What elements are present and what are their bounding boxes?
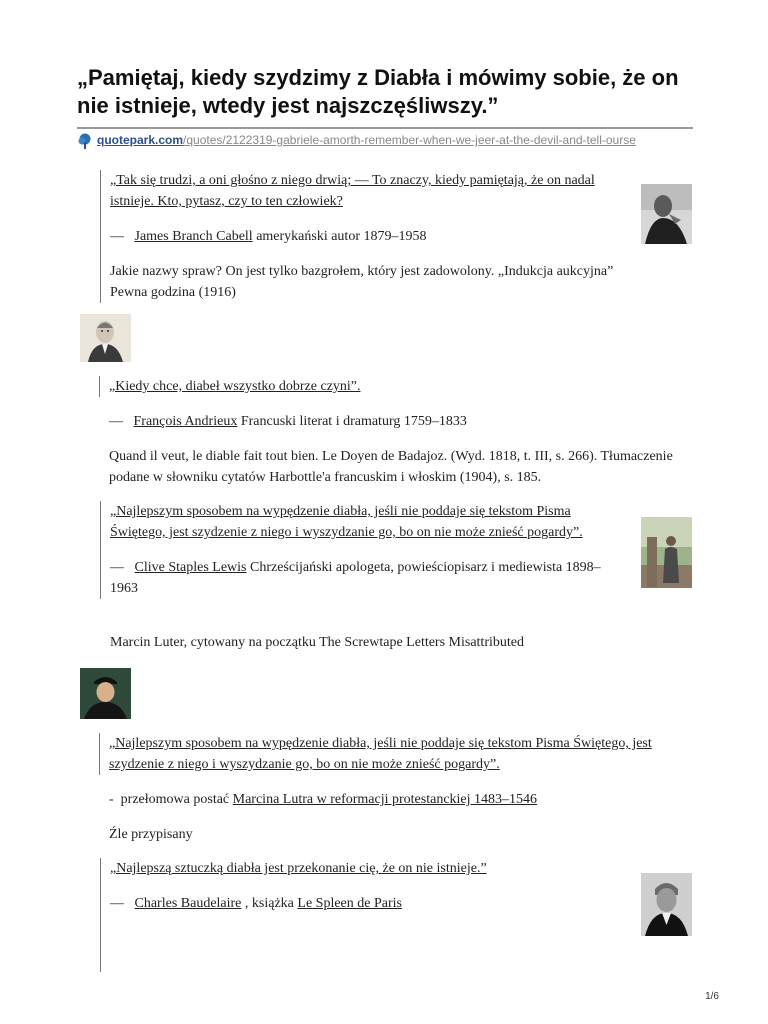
author-photo-baudelaire [641,873,692,936]
author-link[interactable]: James Branch Cabell [134,229,253,244]
author-photo-cabell [641,184,692,244]
author-photo-luther [80,668,131,719]
quote-text-link[interactable]: „Tak się trudzi, a oni głośno z niego drwią; — To znaczy, kiedy pamiętają, że on nadal istnieje. Kto, pytasz, czy to ten człowiek? [110,173,595,209]
dash: — [110,229,124,244]
book-link[interactable]: Le Spleen de Paris [297,896,402,911]
quote-card [100,376,689,488]
page-title: „Pamiętaj, kiedy szydzimy z Diabła i mówimy sobie, że on nie istnieje, wtedy jest najszczęśliwszy.” [77,65,679,118]
author-link[interactable]: Charles Baudelaire [134,896,242,911]
portrait-image [641,184,692,244]
quote-note: Quand il veut, le diable fait tout bien. Le Doyen de Badajoz. (Wyd. 1818, t. III, s. 266). Tłumaczenie podane w słowniku cytatów Harbottle'a francuskim i włoskim (1904), s. 185. [109,449,673,485]
quote-card [100,170,615,303]
quote-card [100,858,615,972]
author-photo-andrieux [80,314,131,362]
dash: - [109,792,114,807]
quote-text-link[interactable]: „Najlepszym sposobem na wypędzenie diabła, jeśli nie poddaje się tekstom Pisma Świętego, jest szydzenie z niego i wyszydzanie go, bo on nie może znieść pogardy”. [110,504,583,540]
author-link[interactable]: Clive Staples Lewis [134,560,247,575]
page-number: 1/6 [705,991,719,1002]
author-description: Francuski literat i dramaturg 1759–1833 [237,414,467,429]
quote-text-link[interactable]: „Kiedy chce, diabeł wszystko dobrze czyni”. [109,379,361,394]
author-description: amerykański autor 1879–1958 [252,229,427,244]
dash: — [109,414,123,429]
dash: — [110,896,124,911]
author-link[interactable]: Marcina Lutra w reformacji protestanckiej 1483–1546 [232,792,538,807]
author-description: Chrześcijański apologeta, powieściopisarz i mediewista 1898–1963 [110,560,601,596]
source-domain-link[interactable]: quotepark.com [97,133,184,147]
quote-card [100,733,689,845]
portrait-image [641,517,692,588]
source-line [77,131,636,149]
portrait-image [80,314,131,362]
portrait-image [80,668,131,719]
portrait-image [641,873,692,936]
dash: — [110,560,124,575]
title-divider [77,127,693,129]
author-photo-lewis [641,517,692,588]
tree-icon [77,133,93,149]
author-description: , książka [241,896,298,911]
quote-note: Źle przypisany [109,827,193,842]
quote-note: Marcin Luter, cytowany na początku The Screwtape Letters Misattributed [110,635,524,650]
quote-text-link[interactable]: „Najlepszym sposobem na wypędzenie diabła, jeśli nie poddaje się tekstom Pisma Świętego, jest szydzenie z niego i wyszydzanie go, bo on nie może znieść pogardy”. [109,736,652,772]
author-prefix: przełomowa postać [120,792,233,807]
quote-card [100,501,615,599]
quote-note: Jakie nazwy spraw? On jest tylko bazgrołem, który jest zadowolony. „Indukcja aukcyjna” Pewna godzina (1916) [110,264,614,300]
author-link[interactable]: François Andrieux [133,414,238,429]
source-path-link[interactable]: /quotes/2122319-gabriele-amorth-remember-when-we-jeer-at-the-devil-and-tell-ourse [183,133,636,147]
quote-text-link[interactable]: „Najlepszą sztuczką diabła jest przekonanie cię, że on nie istnieje.” [110,861,487,876]
